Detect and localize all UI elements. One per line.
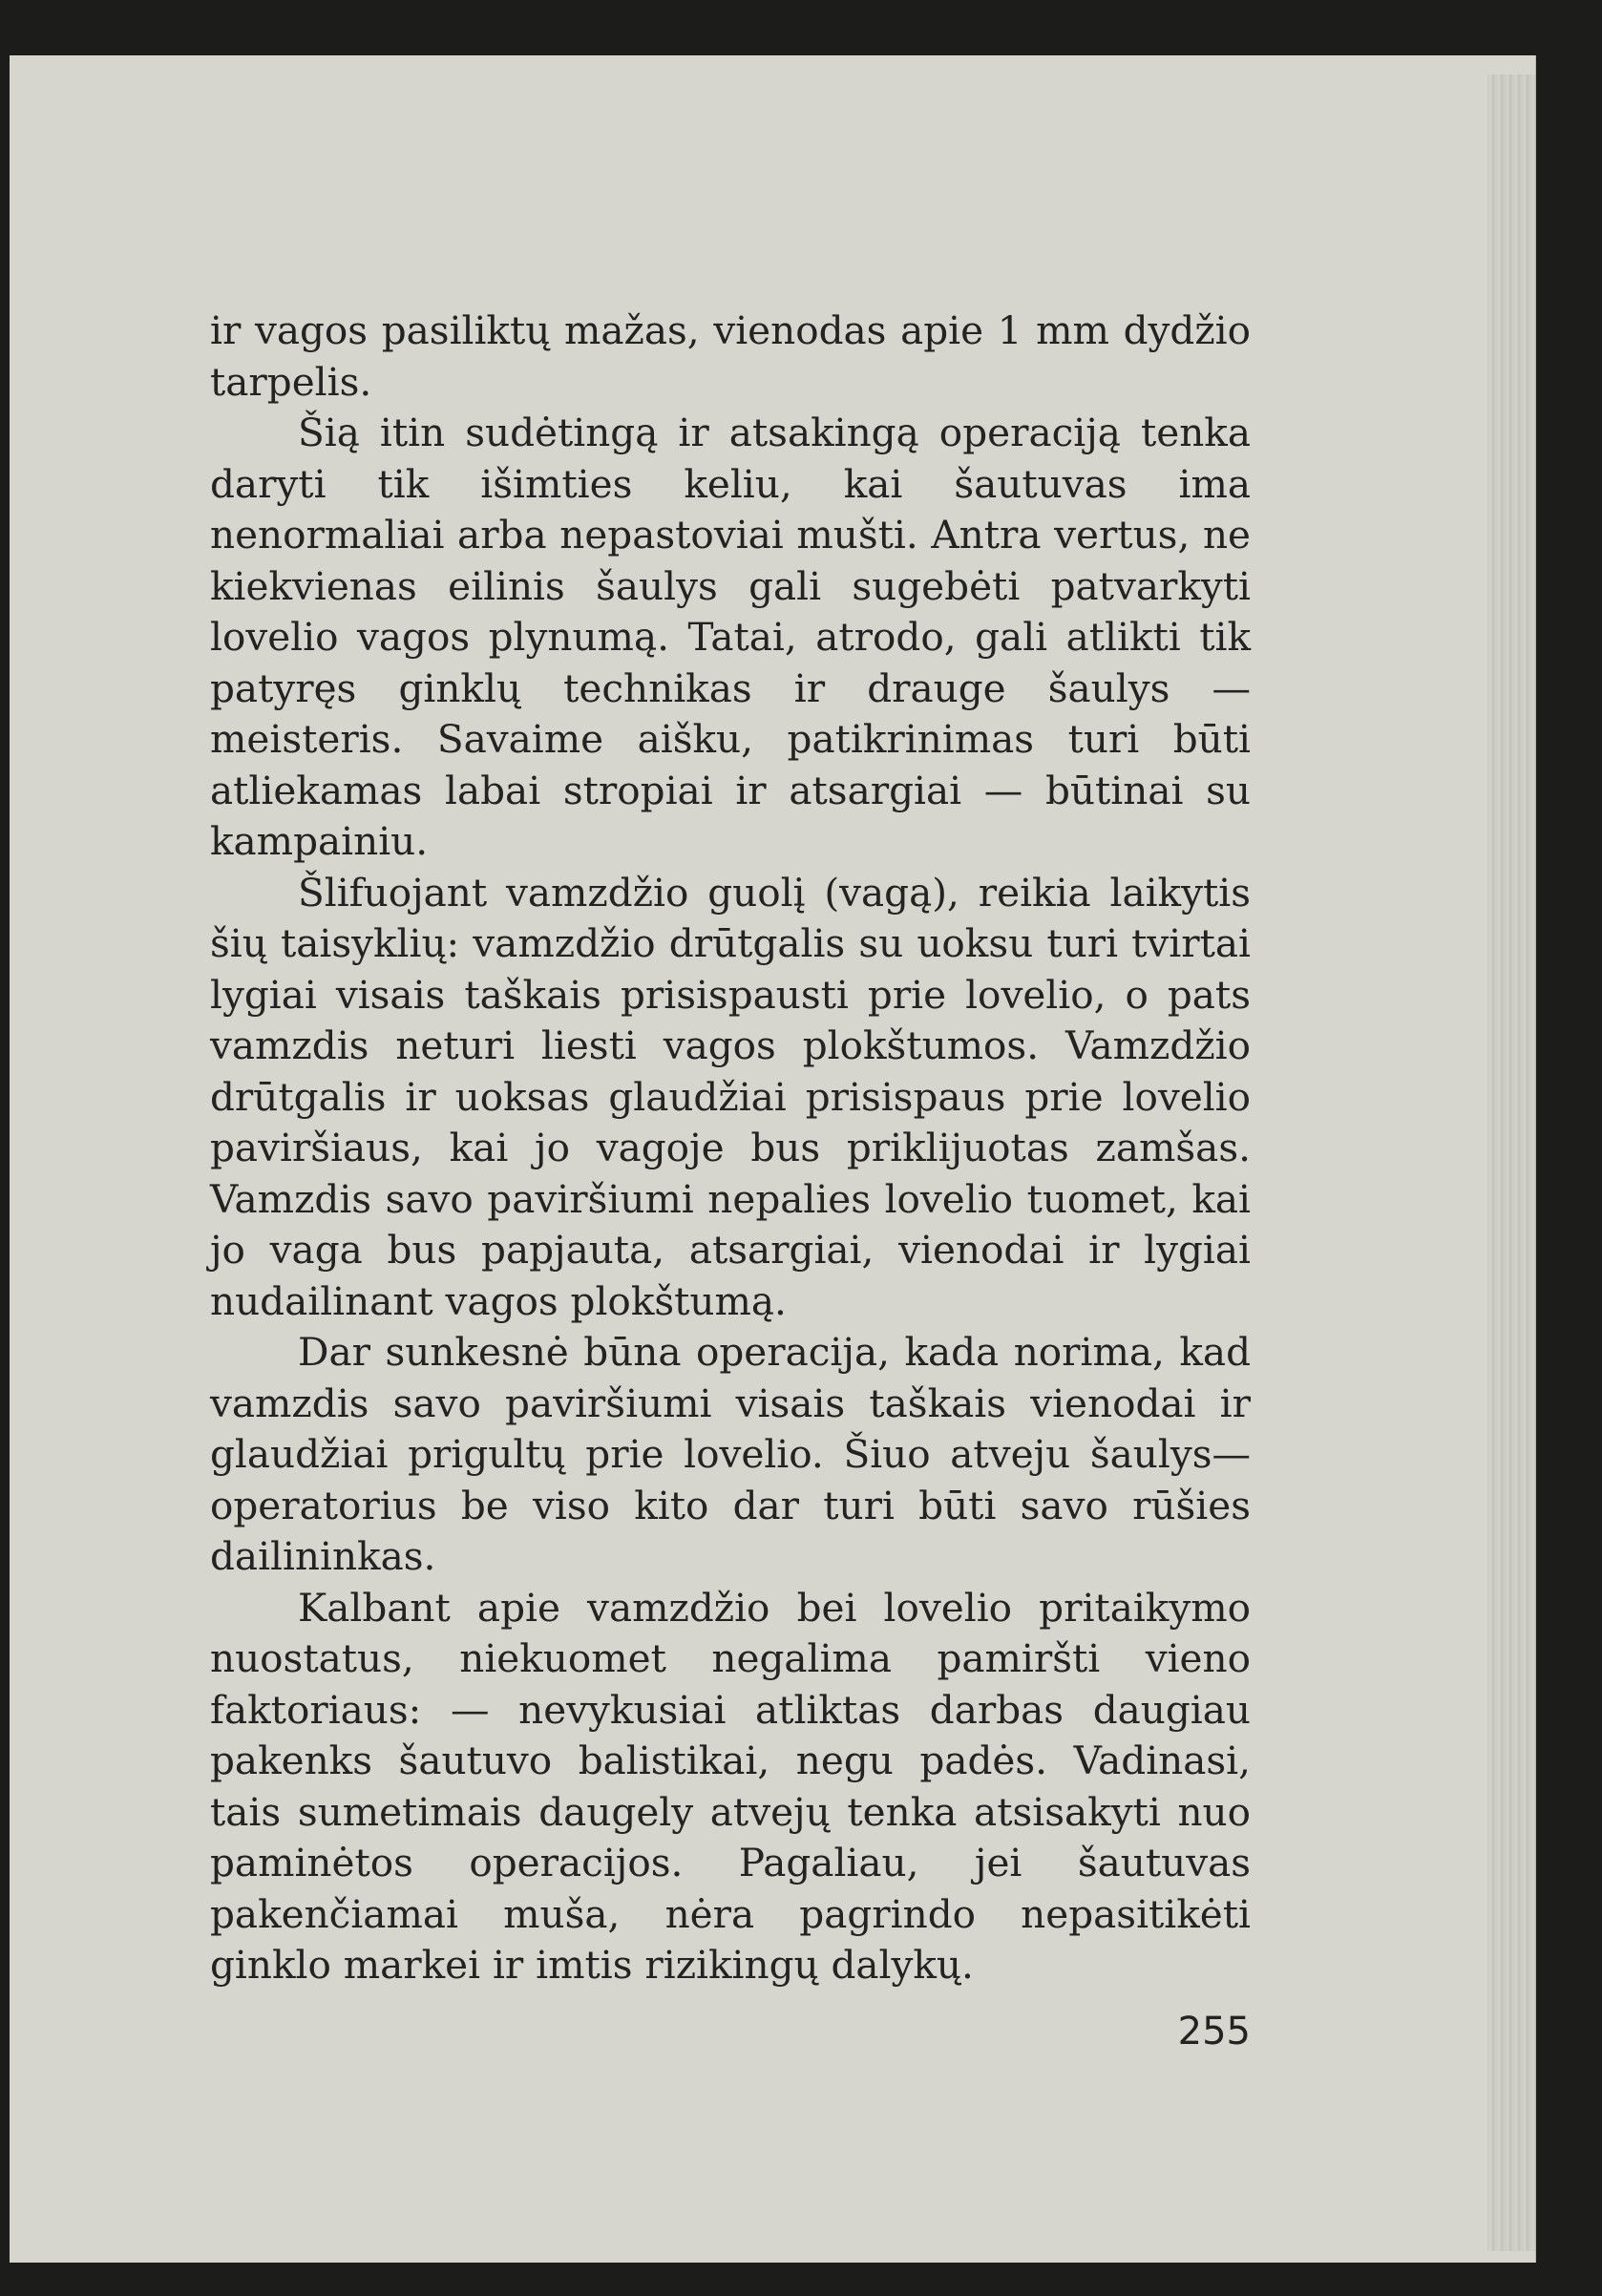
- paragraph-1: ir vagos pasiliktų mažas, vienodas apie 1 mm dydžio tarpelis.: [210, 307, 1251, 405]
- page-edge: [1487, 74, 1535, 2251]
- paragraph-2: Šią itin sudėtingą ir atsakingą operaciją tenka daryti tik išimties keliu, kai šautuvas ima nenormaliai arba nepastoviai mušti. Antra vertus, ne kiekvienas eilinis šaulys gali sugebėti patvarkyti lovelio vagos plynumą. Tatai, atrodo, gali atlikti tik patyręs ginklų technikas ir drauge šaulys — meisteris. Savaime aišku, patikrinimas turi būti atliekamas labai stropiai ir atsargiai — būtinai su kampainiu.: [210, 410, 1251, 864]
- paragraph-4: Dar sunkesnė būna operacija, kada norima, kad vamzdis savo paviršiumi visais taškais vienodai ir glaudžiai prigultų prie lovelio. Šiuo atveju šaulys— operatorius be viso kito dar turi būti savo rūšies dailininkas.: [210, 1329, 1251, 1579]
- page-number: 255: [1177, 2010, 1251, 2054]
- body-text: [210, 305, 1251, 1991]
- paragraph-5: Kalbant apie vamzdžio bei lovelio pritaikymo nuostatus, niekuomet negalima pamiršti vieno faktoriaus: — nevykusiai atliktas darbas daugiau pakenks šautuvo balistikai, negu padės. Vadinasi, tais sumetimais daugely atvejų tenka atsisakyti nuo paminėtos operacijos. Pagaliau, jei šautuvas pakenčiamai muša, nėra pagrindo nepasitikėti ginklo markei ir imtis rizikingų dalykų.: [210, 1584, 1251, 1988]
- paragraph-3: Šlifuojant vamzdžio guolį (vagą), reikia laikytis šių taisyklių: vamzdžio drūtgalis su uoksu turi tvirtai lygiai visais taškais prisispausti prie lovelio, o pats vamzdis neturi liesti vagos plokštumos. Vamzdžio drūtgalis ir uoksas glaudžiai prisispaus prie lovelio paviršiaus, kai jo vagoje bus priklijuotas zamšas. Vamzdis savo paviršiumi nepalies lovelio tuomet, kai jo vaga bus papjauta, atsargiai, vienodai ir lygiai nudailinant vagos plokštumą.: [210, 869, 1251, 1324]
